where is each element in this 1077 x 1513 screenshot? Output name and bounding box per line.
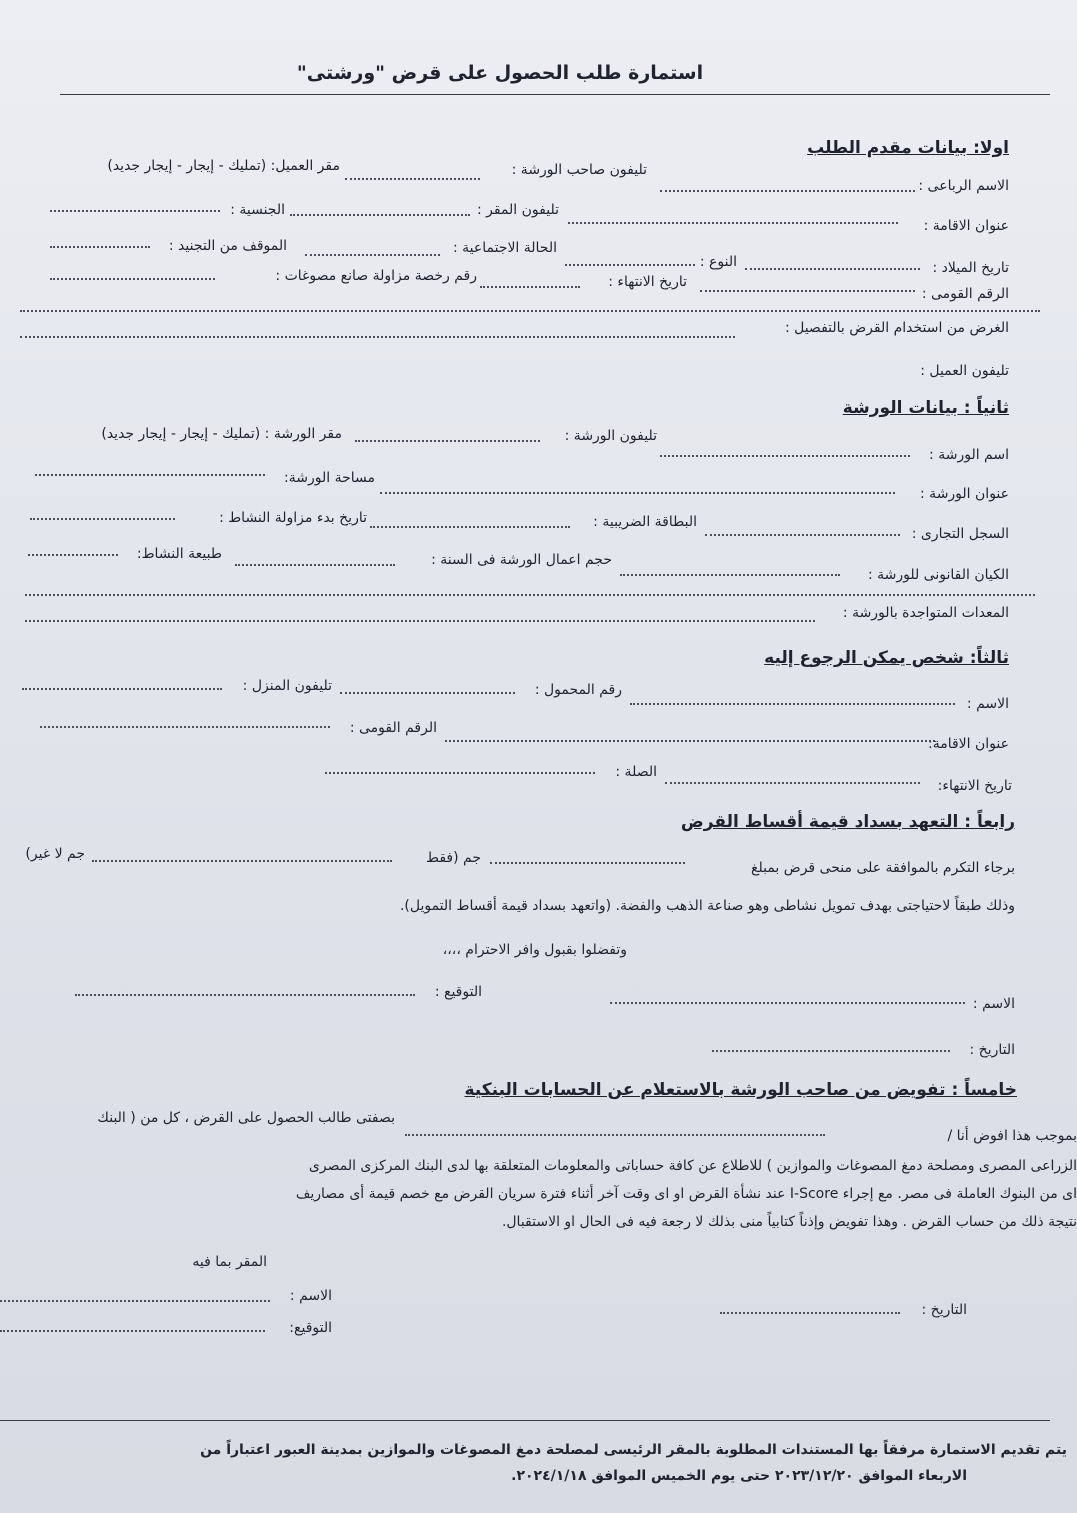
auth-name-field[interactable] bbox=[0, 1300, 270, 1302]
military-status-label: الموقف من التجنيد : bbox=[168, 238, 287, 254]
pledge-line1-a: برجاء التكرم بالموافقة على منحى قرض بمبلغ bbox=[751, 860, 1015, 876]
client-phone-label: تليفون العميل : bbox=[920, 363, 1009, 379]
contact-name-label: الاسم : bbox=[966, 696, 1009, 712]
workshop-area-field[interactable] bbox=[35, 474, 265, 476]
address-field[interactable] bbox=[568, 222, 898, 224]
activity-nature-field[interactable] bbox=[28, 554, 118, 556]
commercial-register-field[interactable] bbox=[705, 534, 900, 536]
contact-relation-label: الصلة : bbox=[615, 764, 657, 780]
license-number-field[interactable] bbox=[50, 278, 215, 280]
gender-field[interactable] bbox=[565, 264, 695, 266]
workshop-phone-field[interactable] bbox=[355, 440, 540, 442]
expiry-date-label: تاريخ الانتهاء : bbox=[608, 274, 687, 290]
workshop-hq-label: مقر الورشة : (تمليك - إيجار - إيجار جديد) bbox=[101, 426, 342, 442]
pledge-date-label: التاريخ : bbox=[969, 1042, 1015, 1058]
footer-line1: يتم تقديم الاستمارة مرفقاً بها المستندات المطلوبة بالمقر الرئيسى لمصلحة دمغ المصوغات والموازين بمدينة العبور اعتباراً من bbox=[200, 1442, 1067, 1458]
workshop-phone-label: تليفون الورشة : bbox=[564, 428, 657, 444]
annual-volume-field[interactable] bbox=[235, 564, 395, 566]
section3-heading: ثالثاً: شخص يمكن الرجوع إليه bbox=[764, 648, 1009, 668]
pledge-name-label: الاسم : bbox=[972, 996, 1015, 1012]
pledge-signature-label: التوقيع : bbox=[434, 984, 482, 1000]
contact-relation-field[interactable] bbox=[325, 772, 595, 774]
contact-name-field[interactable] bbox=[630, 703, 955, 705]
auth-line1-a: بموجب هذا افوض أنا / bbox=[947, 1128, 1077, 1144]
loan-purpose-label: الغرض من استخدام القرض بالتفصيل : bbox=[784, 320, 1009, 336]
equipment-line1[interactable] bbox=[25, 594, 1035, 596]
auth-line3: اى من البنوك العاملة فى مصر. مع إجراء I-Score عند نشأة القرض او اى وقت آخر أثناء فترة سريان القرض مع خصم قيمة أى مصاريف bbox=[295, 1186, 1077, 1202]
auth-line1-b: بصفتى طالب الحصول على القرض ، كل من ( البنك bbox=[97, 1110, 395, 1126]
auth-date-label: التاريخ : bbox=[921, 1302, 967, 1318]
gender-label: النوع : bbox=[699, 254, 737, 270]
full-name-label: الاسم الرباعى : bbox=[918, 178, 1009, 194]
section5-heading: خامساً : تفويض من صاحب الورشة بالاستعلام عن الحسابات البنكية bbox=[464, 1080, 1017, 1100]
contact-expiry-field[interactable] bbox=[665, 782, 920, 784]
equipment-label: المعدات المتواجدة بالورشة : bbox=[842, 605, 1009, 621]
form-title: استمارة طلب الحصول على قرض "ورشتى" bbox=[296, 62, 704, 84]
title-rule bbox=[60, 94, 1050, 95]
loan-purpose-field[interactable] bbox=[20, 336, 735, 338]
expiry-date-field[interactable] bbox=[480, 286, 580, 288]
equipment-field[interactable] bbox=[25, 620, 815, 622]
pledge-date-field[interactable] bbox=[712, 1050, 950, 1052]
legal-entity-label: الكيان القانونى للورشة : bbox=[867, 567, 1009, 583]
birth-date-label: تاريخ الميلاد : bbox=[932, 260, 1009, 276]
tax-card-label: البطاقة الضريبية : bbox=[593, 514, 697, 530]
pledge-line2: وذلك طبقاً لاحتياجتى بهدف تمويل نشاطى وهو صناعة الذهب والفضة. (واتعهد بسداد قيمة أقساط التمويل). bbox=[399, 898, 1015, 914]
workshop-area-label: مساحة الورشة: bbox=[284, 470, 375, 486]
workshop-name-label: اسم الورشة : bbox=[929, 447, 1009, 463]
authorizer-name-field[interactable] bbox=[405, 1134, 825, 1136]
pledge-closing: وتفضلوا بقبول وافر الاحترام ،،،، bbox=[442, 942, 627, 958]
loan-purpose-line1[interactable] bbox=[20, 310, 1040, 312]
pledge-signature-field[interactable] bbox=[75, 994, 415, 996]
legal-entity-field[interactable] bbox=[620, 574, 840, 576]
pledge-line1-b: جم (فقط bbox=[426, 850, 481, 866]
national-id-field[interactable] bbox=[700, 290, 915, 292]
nationality-label: الجنسية : bbox=[230, 202, 285, 218]
pledge-name-field[interactable] bbox=[610, 1002, 965, 1004]
contact-mobile-field[interactable] bbox=[340, 692, 515, 694]
owner-phone-label: تليفون صاحب الورشة : bbox=[511, 162, 647, 178]
workshop-address-label: عنوان الورشة : bbox=[920, 486, 1009, 502]
full-name-field[interactable] bbox=[660, 190, 915, 192]
contact-expiry-label: تاريخ الانتهاء: bbox=[937, 778, 1012, 794]
owner-phone-field[interactable] bbox=[345, 178, 480, 180]
national-id-label: الرقم القومى : bbox=[921, 286, 1009, 302]
auth-name-label: الاسم : bbox=[289, 1288, 332, 1304]
loan-amount-field[interactable] bbox=[490, 862, 685, 864]
license-number-label: رقم رخصة مزاولة صانع مصوغات : bbox=[275, 268, 477, 284]
workshop-name-field[interactable] bbox=[660, 455, 910, 457]
section1-heading: اولا: بيانات مقدم الطلب bbox=[807, 138, 1009, 158]
address-label: عنوان الاقامة : bbox=[923, 218, 1009, 234]
auth-signature-field[interactable] bbox=[0, 1330, 265, 1332]
contact-address-label: عنوان الاقامة: bbox=[928, 736, 1009, 752]
loan-amount-words-field[interactable] bbox=[92, 860, 392, 862]
contact-national-id-label: الرقم القومى : bbox=[349, 720, 437, 736]
section2-heading: ثانياً : بيانات الورشة bbox=[842, 398, 1009, 418]
contact-home-phone-label: تليفون المنزل : bbox=[242, 678, 332, 694]
birth-date-field[interactable] bbox=[745, 268, 920, 270]
contact-address-field[interactable] bbox=[445, 740, 935, 742]
contact-home-phone-field[interactable] bbox=[22, 688, 222, 690]
annual-volume-label: حجم اعمال الورشة فى السنة : bbox=[431, 552, 612, 568]
activity-start-field[interactable] bbox=[30, 518, 175, 520]
footer-rule bbox=[0, 1420, 1050, 1421]
section4-heading: رابعاً : التعهد بسداد قيمة أقساط القرض bbox=[680, 812, 1015, 832]
activity-start-label: تاريخ بدء مزاولة النشاط : bbox=[219, 510, 367, 526]
tax-card-field[interactable] bbox=[370, 526, 570, 528]
auth-line4: نتيجة ذلك من حساب القرض . وهذا تفويض وإذناً كتابياً منى بذلك لا رجعة فيه فى الحال او الاستقبال. bbox=[501, 1214, 1077, 1230]
auth-line2: الزراعى المصرى ومصلحة دمغ المصوغات والموازين ) للاطلاع عن كافة حساباتى والمعلومات المتعلقة بها لدى البنك المركزى المصرى bbox=[308, 1158, 1077, 1174]
military-status-field[interactable] bbox=[50, 246, 150, 248]
client-hq-label: مقر العميل: (تمليك - إيجار - إيجار جديد) bbox=[107, 158, 340, 174]
hq-phone-label: تليفون المقر : bbox=[476, 202, 559, 218]
activity-nature-label: طبيعة النشاط: bbox=[136, 546, 222, 562]
auth-date-field[interactable] bbox=[720, 1312, 900, 1314]
contact-mobile-label: رقم المحمول : bbox=[534, 682, 622, 698]
pledge-line1-c: جم لا غير) bbox=[25, 846, 85, 862]
workshop-address-field[interactable] bbox=[380, 492, 895, 494]
social-status-field[interactable] bbox=[305, 254, 440, 256]
hq-phone-field[interactable] bbox=[290, 214, 470, 216]
contact-national-id-field[interactable] bbox=[40, 726, 330, 728]
acknowledger-label: المقر بما فيه bbox=[192, 1254, 267, 1270]
footer-line2: الاربعاء الموافق ٢٠٢٣/١٢/٢٠ حتى يوم الخميس الموافق ٢٠٢٤/١/١٨. bbox=[511, 1468, 967, 1484]
social-status-label: الحالة الاجتماعية : bbox=[452, 240, 557, 256]
commercial-register-label: السجل التجارى : bbox=[911, 526, 1009, 542]
nationality-field[interactable] bbox=[50, 210, 220, 212]
auth-signature-label: التوقيع: bbox=[289, 1320, 332, 1336]
